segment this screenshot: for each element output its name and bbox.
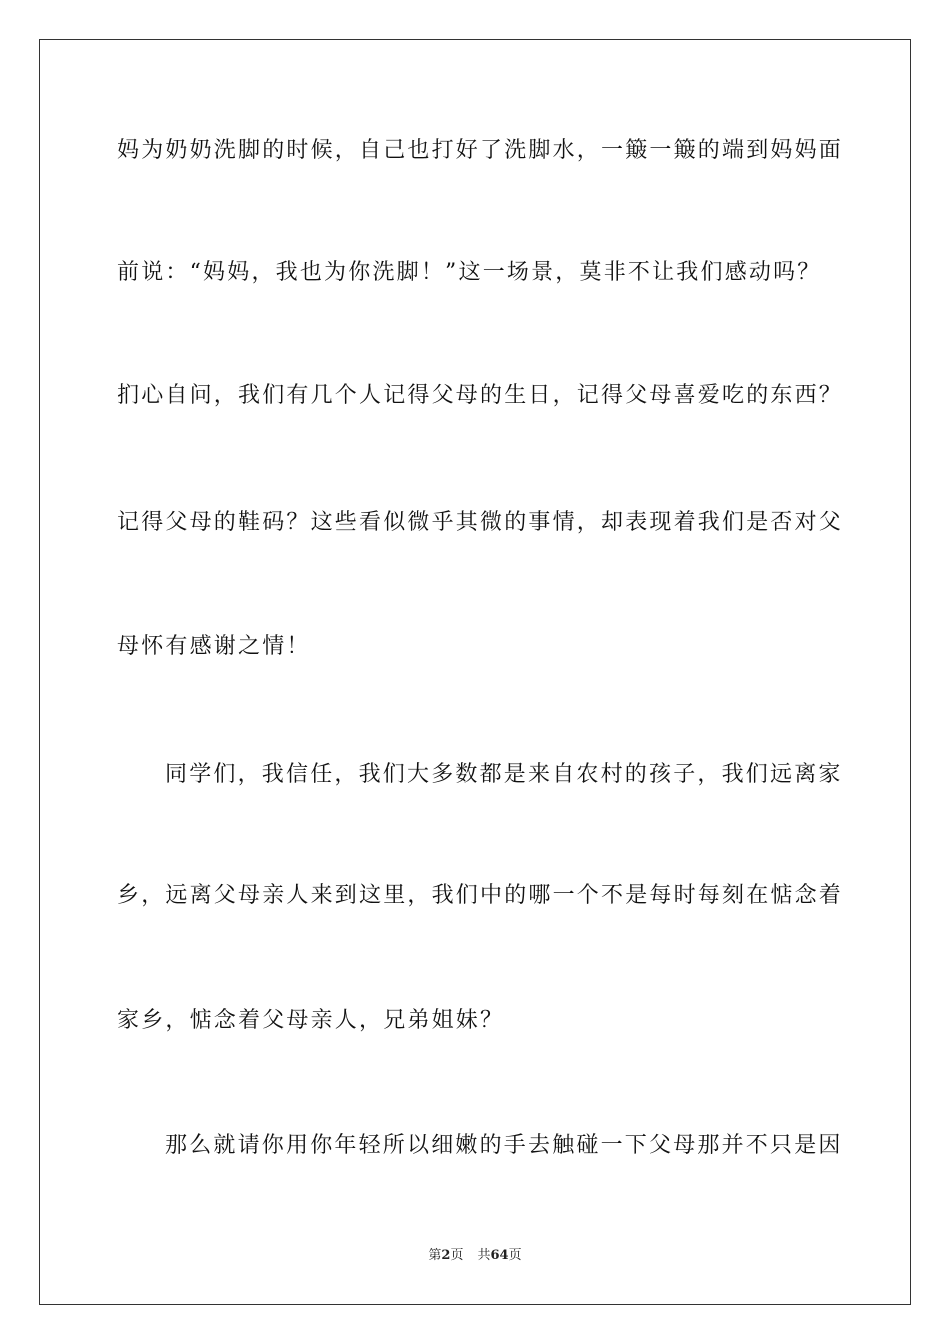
- page-number: 2: [441, 1248, 451, 1263]
- page-footer: [0, 1247, 950, 1265]
- body-line-5: 母怀有感谢之情！: [117, 634, 311, 659]
- page-border: [39, 39, 911, 1305]
- total-pages: 64: [490, 1248, 509, 1263]
- page-prefix: 第: [428, 1248, 442, 1263]
- body-line-6: 同学们，我信任，我们大多数都是来自农村的孩子，我们远离家: [165, 762, 843, 787]
- body-line-3: 扪心自问，我们有几个人记得父母的生日，记得父母喜爱吃的东西？: [117, 383, 844, 408]
- body-line-1: 妈为奶奶洗脚的时候，自己也打好了洗脚水，一簸一簸的端到妈妈面: [117, 138, 844, 163]
- body-line-9: 那么就请你用你年轻所以细嫩的手去触碰一下父母那并不只是因: [165, 1133, 843, 1158]
- body-line-4: 记得父母的鞋码？这些看似微乎其微的事情，却表现着我们是否对父: [117, 510, 844, 535]
- total-suffix: 页: [508, 1248, 522, 1263]
- page-suffix: 页: [450, 1248, 464, 1263]
- body-line-2: 前说：“妈妈，我也为你洗脚！”这一场景，莫非不让我们感动吗？: [117, 260, 822, 285]
- body-line-8: 家乡，惦念着父母亲人，兄弟姐妹？: [117, 1008, 505, 1033]
- body-line-7: 乡，远离父母亲人来到这里，我们中的哪一个不是每时每刻在惦念着: [117, 883, 844, 908]
- total-prefix: 共: [477, 1248, 491, 1263]
